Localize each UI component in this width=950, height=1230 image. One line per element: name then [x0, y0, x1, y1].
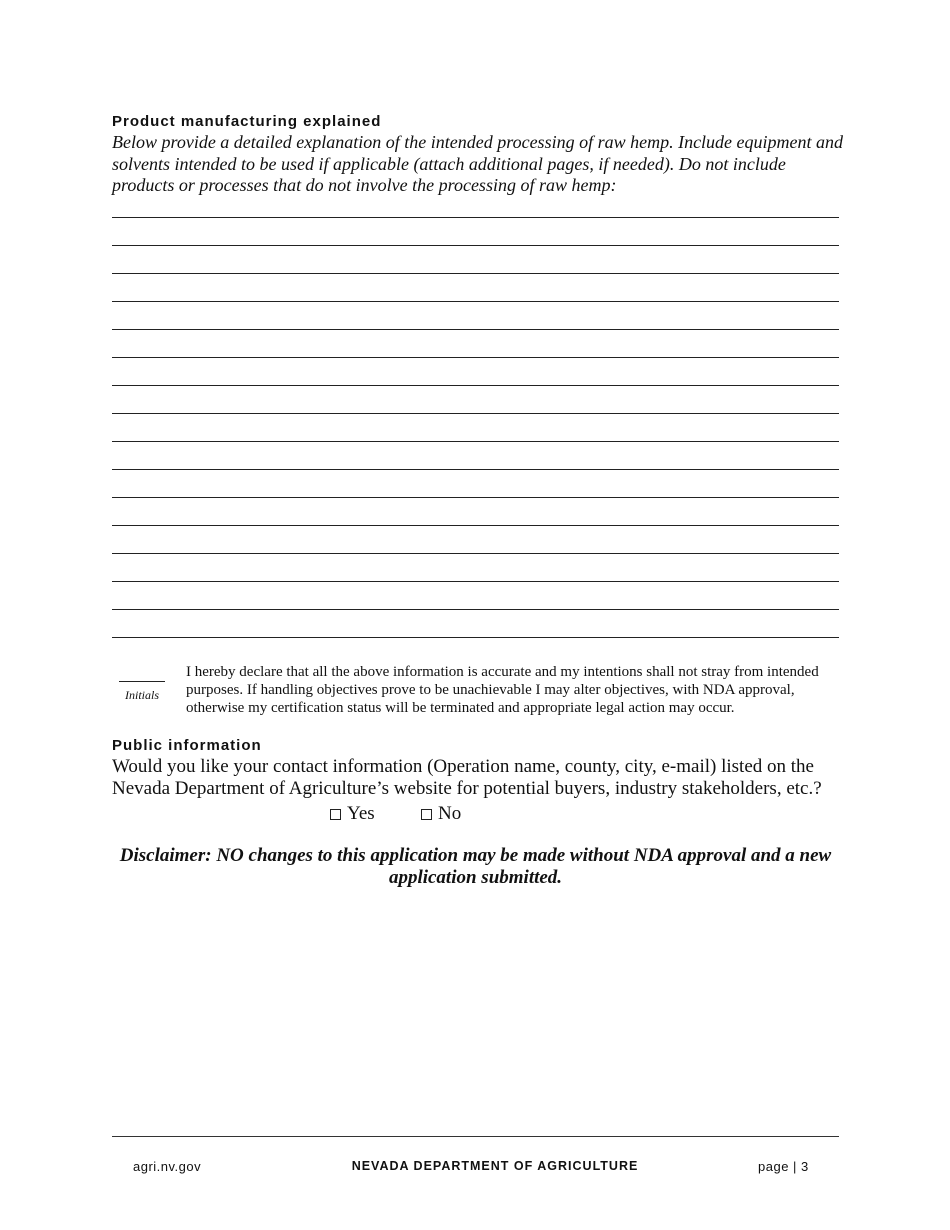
yes-checkbox[interactable] — [330, 809, 341, 820]
answer-line[interactable] — [112, 442, 839, 470]
footer-page-number: page | 3 — [758, 1159, 809, 1174]
option-yes[interactable] — [330, 803, 375, 825]
answer-line[interactable] — [112, 470, 839, 498]
section-heading-manufacturing: Product manufacturing explained — [112, 113, 382, 130]
answer-line[interactable] — [112, 610, 839, 638]
answer-line[interactable] — [112, 526, 839, 554]
answer-line[interactable] — [112, 582, 839, 610]
initials-label: Initials — [124, 688, 159, 702]
footer-website: agri.nv.gov — [133, 1159, 202, 1174]
public-information-question: Would you like your contact information (Operation name, county, city, e-mail) listed on the Nevada Department of Agriculture’s website for potential buyers, industry stakeholders, etc.? — [112, 756, 822, 799]
answer-line[interactable] — [112, 274, 839, 302]
answer-line[interactable] — [112, 554, 839, 582]
answer-line[interactable] — [112, 358, 839, 386]
answer-line[interactable] — [112, 190, 839, 218]
answer-line[interactable] — [112, 218, 839, 246]
answer-line[interactable] — [112, 386, 839, 414]
no-checkbox[interactable] — [421, 809, 432, 820]
disclaimer-text: Disclaimer: NO changes to this application may be made without NDA approval and a new application submitted. — [119, 845, 832, 888]
manufacturing-answer-area[interactable] — [112, 190, 839, 638]
no-label: No — [438, 803, 462, 824]
declaration-text: I hereby declare that all the above information is accurate and my intentions shall not stray from intended purposes. If handling objectives prove to be unachievable I may alter objectives, with NDA approval, otherwise my certification status will be terminated and appropriate legal action may occur. — [186, 664, 819, 716]
answer-line[interactable] — [112, 330, 839, 358]
yes-label: Yes — [347, 803, 375, 824]
footer-divider — [112, 1136, 839, 1137]
manufacturing-instructions: Below provide a detailed explanation of the intended processing of raw hemp. Include equipment and solvents intended to be used if applicable (attach additional pages, if needed). Do not include products or processes that do not involve the processing of raw hemp: — [112, 132, 844, 195]
answer-line[interactable] — [112, 246, 839, 274]
answer-line[interactable] — [112, 414, 839, 442]
option-no[interactable] — [421, 803, 461, 825]
answer-line[interactable] — [112, 302, 839, 330]
section-heading-public-information: Public information — [112, 737, 262, 754]
footer-department: NEVADA DEPARTMENT OF AGRICULTURE — [351, 1159, 639, 1173]
answer-line[interactable] — [112, 498, 839, 526]
initials-field[interactable] — [119, 681, 165, 682]
